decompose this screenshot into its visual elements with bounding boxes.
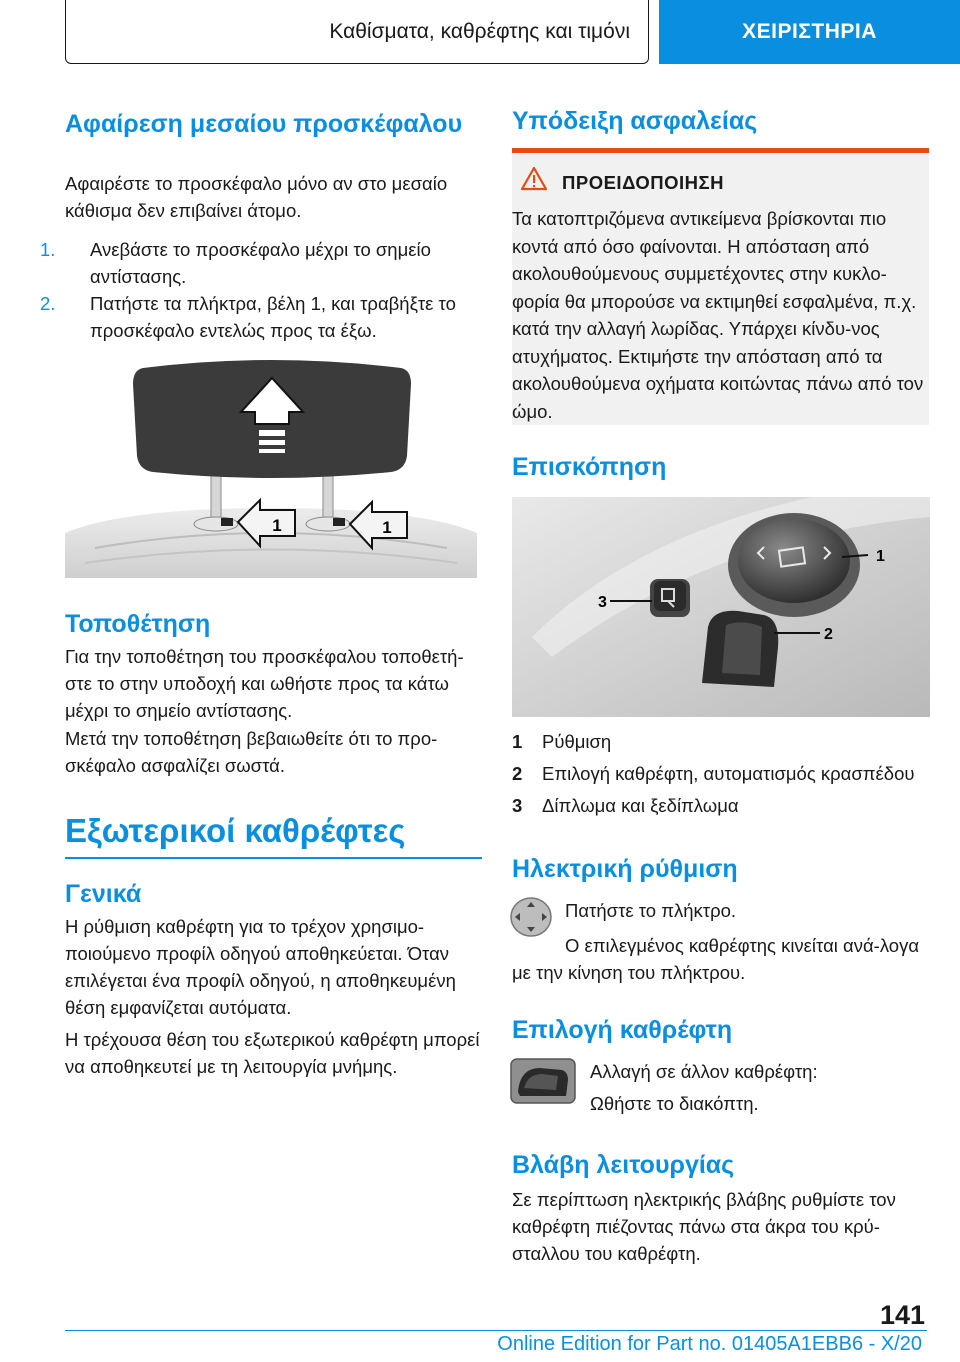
warning-text: Τα κατοπτριζόμενα αντικείμενα βρίσκονται πιο κοντά από όσο φαίνονται. Η απόσταση από ακολουθούμενους συμμετέχοντες στην κυκλο-φορία θα μπορούσε να εκτιμηθεί εσφαλμένα, π.χ. κατά την αλλαγή λωρίδας. Υπάρχει κίνδυ-νος ατυχήματος. Εκτιμήστε την απόσταση από τα ακολουθούμενα οχήματα κοιτώντας πάνω από τον ώμο. (512, 208, 924, 422)
electric-text-2: Ο επιλεγμένος καθρέφτης κινείται ανά-λογα με την κίνηση του πλήκτρου. (512, 935, 920, 983)
warning-title: ΠΡΟΕΙΔΟΠΟΙΗΣΗ (562, 172, 724, 193)
general-text-2: Η τρέχουσα θέση του εξωτερικού καθρέφτη μπορεί να αποθηκευτεί με τη λειτουργία μνήμης. (65, 1029, 480, 1077)
figure-callout-1a: 1 (272, 516, 282, 535)
electric-heading: Ηλεκτρική ρύθμιση (512, 855, 738, 883)
legend-number: 2 (512, 763, 523, 784)
legend-number: 3 (512, 795, 523, 816)
mirror-control-illustration (512, 497, 930, 717)
figure-callout-1b: 1 (382, 518, 392, 537)
mirror-select-text-2: Ωθήστε το διακόπτη. (590, 1093, 759, 1114)
mirror-select-switch-icon (510, 1058, 576, 1104)
legend-text: Επιλογή καθρέφτη, αυτοματισμός κρασπέδου (542, 763, 915, 784)
mirror-select-heading: Επιλογή καθρέφτη (512, 1016, 733, 1044)
general-heading: Γενικά (65, 880, 142, 908)
page-number: 141 (880, 1300, 926, 1330)
chapter-tab (659, 0, 960, 64)
chapter-label: ΧΕΙΡΙΣΤΗΡΙΑ (742, 20, 877, 43)
safety-heading: Υπόδειξη ασφαλείας (512, 107, 758, 135)
install-heading: Τοποθέτηση (65, 610, 211, 638)
legend-text: Ρύθμιση (542, 731, 612, 752)
mirror-select-text-1: Αλλαγή σε άλλον καθρέφτη: (590, 1061, 818, 1082)
section-rule (65, 857, 482, 859)
section-title: Καθίσματα, καθρέφτης και τιμόνι (329, 19, 630, 43)
four-way-button-icon (510, 897, 552, 937)
legend-text: Δίπλωμα και ξεδίπλωμα (542, 795, 739, 816)
step-text: Ανεβάστε το προσκέφαλο μέχρι το σημείο αντίστασης. (90, 239, 431, 287)
step-number: 2. (40, 293, 56, 314)
step-number: 1. (40, 239, 56, 260)
general-text-1: Η ρύθμιση καθρέφτη για το τρέχον χρησιμο-ποιούμενο προφίλ οδηγού αποθηκεύεται. Όταν επιλέγεται ένα προφίλ οδηγού, η αποθηκευμένη θέση εμφανίζεται αυτόματα. (65, 916, 456, 1018)
remove-headrest-heading: Αφαίρεση μεσαίου προσκέφαλου (65, 110, 463, 138)
legend-number: 1 (512, 731, 523, 752)
overview-heading: Επισκόπηση (512, 453, 667, 481)
install-text-1: Για την τοποθέτηση του προσκέφαλου τοποθετή-στε το στην υποδοχή και ωθήστε προς τα κάτω μέχρι το σημείο αντίστασης. (65, 646, 464, 721)
electric-text-1: Πατήστε το πλήκτρο. (565, 900, 737, 921)
legend-item-3 (512, 792, 739, 819)
figure-callout-3: 3 (598, 594, 607, 611)
headrest-removal-illustration (65, 358, 477, 578)
malfunction-text: Σε περίπτωση ηλεκτρικής βλάβης ρυθμίστε τον καθρέφτη πιέζοντας πάνω στα άκρα του κρύ-σταλλου του καθρέφτη. (512, 1189, 896, 1264)
malfunction-heading: Βλάβη λειτουργίας (512, 1151, 735, 1179)
legend-item-1 (512, 728, 611, 755)
step-2 (40, 290, 485, 344)
footer-rule (65, 1330, 927, 1331)
mirrors-heading: Εξωτερικοί καθρέφτες (65, 812, 406, 849)
step-text: Πατήστε τα πλήκτρα, βέλη 1, και τραβήξτε το προσκέφαλο εντελώς προς τα έξω. (90, 293, 456, 341)
warning-triangle-icon (521, 166, 547, 192)
edition-footer: Online Edition for Part no. 01405A1EBB6 - X/20 (497, 1333, 922, 1355)
legend-item-2 (512, 760, 914, 787)
running-header (65, 0, 649, 64)
figure-callout-1: 1 (876, 548, 885, 565)
step-1 (40, 236, 485, 290)
figure-callout-2: 2 (824, 626, 833, 643)
install-text-2: Μετά την τοποθέτηση βεβαιωθείτε ότι το προ-σκέφαλο ασφαλίζει σωστά. (65, 728, 438, 776)
remove-intro: Αφαιρέστε το προσκέφαλο μόνο αν στο μεσαίο κάθισμα δεν επιβαίνει άτομο. (65, 173, 448, 221)
